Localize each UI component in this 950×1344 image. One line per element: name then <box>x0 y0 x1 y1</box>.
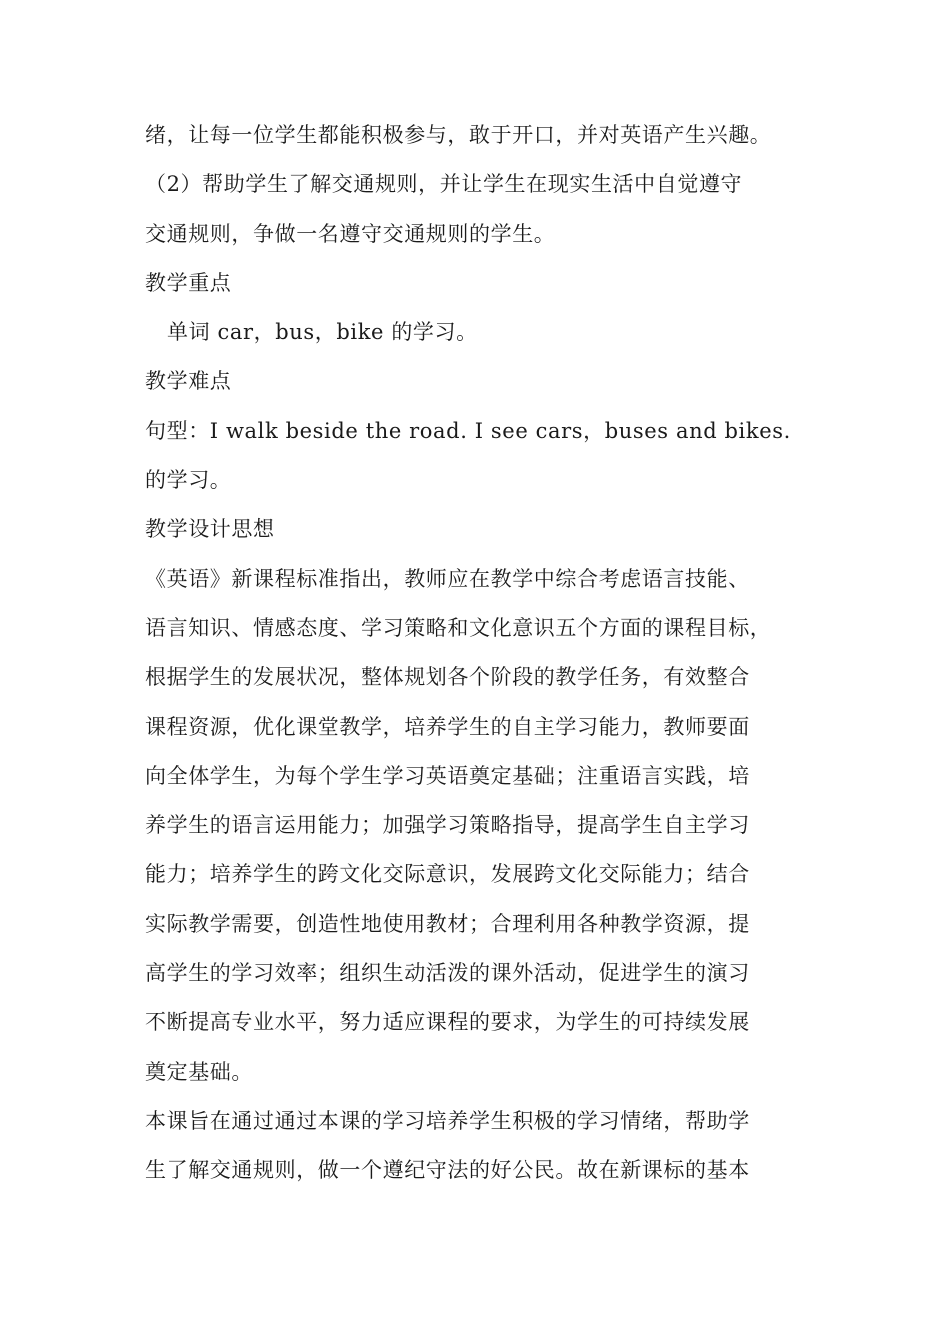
paragraph-line: 根据学生的发展状况，整体规划各个阶段的教学任务，有效整合 <box>145 665 750 690</box>
paragraph-line: 向全体学生，为每个学生学习英语奠定基础；注重语言实践，培 <box>145 763 750 788</box>
paragraph-line: 生了解交通规则，做一个遵纪守法的好公民。故在新课标的基本 <box>145 1158 750 1183</box>
paragraph-line: 《英语》新课程标准指出，教师应在教学中综合考虑语言技能、 <box>145 566 750 591</box>
paragraph-line: 绪，让每一位学生都能积极参与，敢于开口，并对英语产生兴趣。 <box>145 123 772 147</box>
document-body <box>145 111 815 1196</box>
section-heading-key-points: 教学重点 <box>145 270 232 295</box>
paragraph-line: 不断提高专业水平，努力适应课程的要求，为学生的可持续发展 <box>145 1010 750 1035</box>
paragraph-line: 能力；培养学生的跨文化交际意识，发展跨文化交际能力；结合 <box>145 862 750 887</box>
paragraph-line: 交通规则，争做一名遵守交通规则的学生。 <box>145 221 556 246</box>
paragraph-line: 养学生的语言运用能力；加强学习策略指导，提高学生自主学习 <box>145 813 750 838</box>
paragraph-line: 课程资源，优化课堂教学，培养学生的自主学习能力，教师要面 <box>145 714 750 739</box>
paragraph-line: 单词 car，bus，bike 的学习。 <box>167 320 478 345</box>
paragraph-line: 高学生的学习效率；组织生动活泼的课外活动，促进学生的演习 <box>145 961 750 986</box>
paragraph-line: 的学习。 <box>145 468 232 493</box>
paragraph-line: 本课旨在通过通过本课的学习培养学生积极的学习情绪，帮助学 <box>145 1108 750 1133</box>
paragraph-line: 实际教学需要，创造性地使用教材；合理利用各种教学资源，提 <box>145 911 750 936</box>
section-heading-difficulties: 教学难点 <box>145 369 232 394</box>
paragraph-line: 句型：I walk beside the road. I see cars，buses and bikes. <box>145 418 791 443</box>
paragraph-line: （2）帮助学生了解交通规则，并让学生在现实生活中自觉遵守 <box>145 172 743 197</box>
paragraph-line: 奠定基础。 <box>145 1059 253 1084</box>
section-heading-design-idea: 教学设计思想 <box>145 517 275 542</box>
paragraph-line: 语言知识、情感态度、学习策略和文化意识五个方面的课程目标， <box>145 615 772 640</box>
